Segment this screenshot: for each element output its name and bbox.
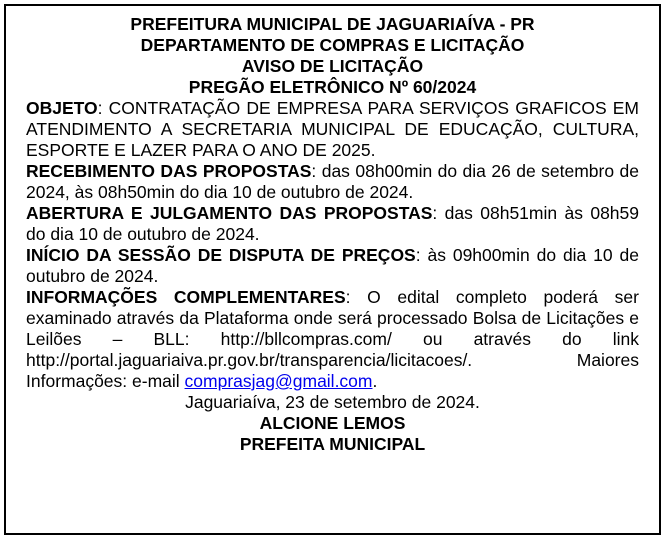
header-line-3: AVISO DE LICITAÇÃO (241, 56, 424, 76)
licitacao-notice (4, 4, 661, 535)
notice-header (26, 14, 639, 98)
informacoes-text: : O edital completo poderá ser examinado através da Plataforma onde será processado Bolsa de Licitações e Leilões – BLL: http://bllcompras.com/ ou através do link http://portal.jaguariaiva.pr.gov.br/transparencia/licitacoes/. Maiores Informações: e-mail (26, 287, 639, 391)
recebimento-text: : das 08h00min do dia 26 de setembro de 2024, às 08h50min do dia 10 de outubro de 2024. (26, 161, 640, 202)
abertura-label: ABERTURA E JULGAMENTO DAS PROPOSTAS (26, 203, 433, 223)
place-date: Jaguariaíva, 23 de setembro de 2024. (185, 392, 480, 412)
header-line-2: DEPARTAMENTO DE COMPRAS E LICITAÇÃO (140, 35, 525, 55)
signer-name: ALCIONE LEMOS (259, 413, 406, 433)
recebimento-paragraph (26, 161, 639, 203)
recebimento-label: RECEBIMENTO DAS PROPOSTAS (26, 161, 312, 181)
signer-title: PREFEITA MUNICIPAL (239, 434, 426, 454)
objeto-paragraph (26, 98, 639, 161)
abertura-text: : das 08h51min às 08h59 do dia 10 de outubro de 2024. (26, 203, 639, 244)
inicio-paragraph (26, 245, 639, 287)
informacoes-label: INFORMAÇÕES COMPLEMENTARES (26, 287, 346, 307)
abertura-paragraph (26, 203, 639, 245)
objeto-text: : CONTRATAÇÃO DE EMPRESA PARA SERVIÇOS GRAFICOS EM ATENDIMENTO A SECRETARIA MUNICIPAL DE EDUCAÇÃO, CULTURA, ESPORTE E LAZER PARA O ANO DE 2025. (26, 98, 639, 160)
inicio-label: INÍCIO DA SESSÃO DE DISPUTA DE PREÇOS (26, 245, 416, 265)
header-line-1: PREFEITURA MUNICIPAL DE JAGUARIAÍVA - PR (130, 14, 535, 34)
notice-footer (26, 392, 639, 455)
header-line-4: PREGÃO ELETRÔNICO Nº 60/2024 (188, 77, 477, 97)
informacoes-paragraph (26, 287, 639, 392)
email-link[interactable]: comprasjag@gmail.com (184, 371, 373, 391)
informacoes-end: . (372, 371, 378, 391)
objeto-label: OBJETO (26, 98, 98, 118)
inicio-text: : às 09h00min do dia 10 de outubro de 2024. (26, 245, 639, 286)
